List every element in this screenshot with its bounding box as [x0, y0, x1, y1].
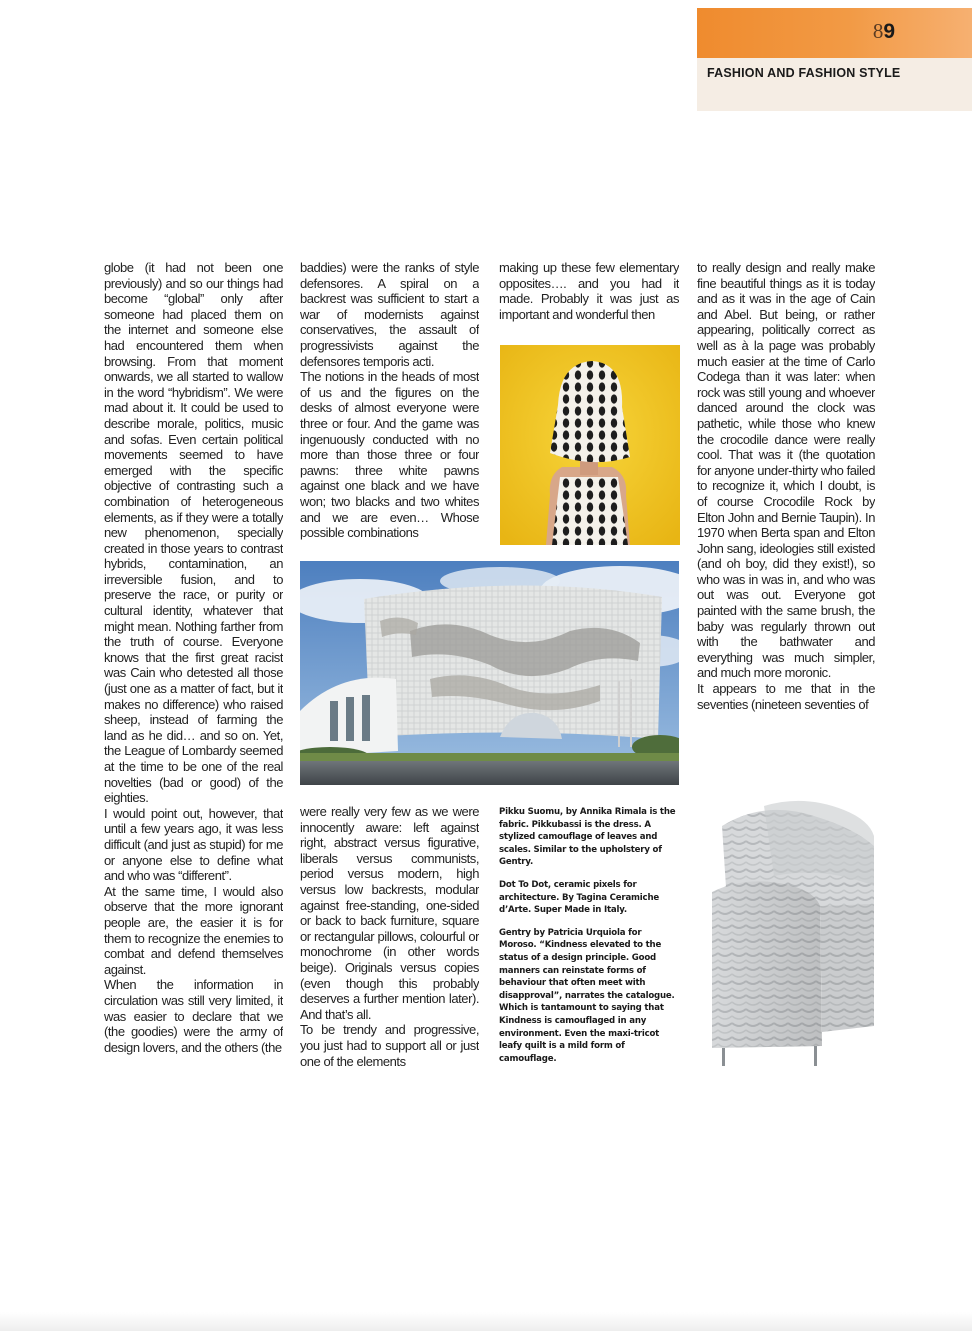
- caption-fabric-dress: Pikku Suomu, by Annika Rimala is the fabric. Pikkubassi is the dress. A stylized camouflage of leaves and scales. Similar to the upholstery of Gentry.: [499, 807, 676, 868]
- article-paragraph: The notions in the heads of most of us and the figures on the desks of almost everyone were three or four. And the game was ingenuously conducted with no more than those three or four pawns: three white pawns against one black and we have won; two blacks and two whites and we are even… Whose possible combinations: [300, 369, 479, 541]
- photo-captions: [499, 806, 681, 1075]
- article-paragraph: baddies) were the ranks of style defensores. A spiral on a backrest was sufficient to start a war of modernists against conservatives, the assault of progressivists against the defensores temporis acti.: [300, 260, 479, 369]
- section-header-tab: [697, 8, 972, 111]
- page-bottom-shadow: [0, 1312, 972, 1331]
- dress-illustration: [500, 345, 680, 545]
- article-column-2-bottom: [300, 804, 479, 1074]
- section-title: FASHION AND FASHION STYLE: [707, 66, 901, 80]
- article-paragraph: making up these few elementary opposites…. and you had it made. Probably it was just as important and wonderful then: [499, 260, 679, 322]
- sofa-photo: [704, 796, 874, 1074]
- caption-ceramic-pixels: Dot To Dot, ceramic pixels for architecture. By Tagina Ceramiche d’Arte. Super Made in Italy.: [499, 879, 659, 916]
- article-paragraph: globe (it had not been one previously) and so our things had become “global” only after someone had placed them on the internet and someone else had encountered them when browsing. From that moment onwards, we all started to wallow in the word “hybridism”. We were mad about it. It could be used to describe morale, politics, music and sofas. Even certain political movements seemed to have emerged with the specific objective of contrasting such a combination of heterogeneous elements, as if they were a totally new phenomenon, specially created in those years to contrast hybrids, contamination, an irreversible fusion, and to preserve the race, or purity or cultural identity, whatever that might mean. Nothing farther from the truth of course. Everyone knows that the first great racist was Cain who detested all those (just one as a matter of fact, but it makes no difference) who raised sheep, instead of farming the land as he did… and so on. Yet, the League of Lombardy seemed at the time to be one of the real novelties (bad or good) of the eighties.: [104, 260, 283, 806]
- article-paragraph: When the information in circulation was still very limited, it was easier to declare that we (the goodies) were the army of design lovers, and the others (the: [104, 977, 283, 1055]
- caption-gentry-sofa: Gentry by Patricia Urquiola for Moroso. “Kindness elevated to the status of a design principle. Good manners can reinstate forms of behaviour that often meet with disapproval”, narrates the catalogue. Which is tantamount to saying that Kindness is camouflaged in any environment. Even the maxi-tricot leafy quilt is a mild form of camouflage.: [499, 927, 675, 1064]
- article-column-2-top: [300, 260, 479, 544]
- article-column-4: [697, 260, 875, 746]
- building-illustration: [300, 561, 679, 785]
- page-number-digit-2: 9: [883, 20, 895, 43]
- page-number-digit-1: 8: [872, 19, 884, 43]
- article-paragraph: were really very few as we were innocently aware: left against right, abstract versus figurative, liberals versus communists, period versus modern, high versus low backrests, modular against free-standing, one-sided or back to back furniture, square or rectangular pillows, colourful or monochrome (in other words beige). Originals versus copies (even though this probably deserves a further mention later). And that’s all.: [300, 804, 479, 1022]
- article-paragraph: At the same time, I would also observe that the more ignorant people are, the easier it is for them to recognize the enemies to combat and defend themselves against.: [104, 883, 283, 977]
- dress-photo: [500, 345, 680, 545]
- article-paragraph: to really design and really make fine beautiful things as it is today and as it was in the age of Cain and Abel. But being, or rather appearing, politically correct as well as à la page was probably much easier at the time of Carlo Codega than it was later: when rock was still young and whoever danced around the clock was pathetic, while those who knew the crocodile dance were really cool. That was it (the quotation for anyone under-thirty who failed to recognize it, which I doubt, is of course Crocodile Rock by Elton John and Bernie Taupin). In 1970 when Berta span and Elton John sang, ideologies still existed (and oh boy, did they exist!), so who was in was in, and who was out was out. Everyone got painted with the same brush, the baby was regularly thrown out with the bathwater and everything was much simpler, and much more moronic.: [697, 260, 875, 681]
- page-number: [697, 17, 895, 46]
- building-photo: [300, 561, 679, 785]
- article-paragraph: I would point out, however, that until a few years ago, it was less difficult (and just as stupid) for me or anyone else to define what and who was “different”.: [104, 805, 283, 884]
- article-paragraph: To be trendy and progressive, you just had to support all or just one of the elements: [300, 1022, 479, 1069]
- article-column-1: [104, 260, 283, 1072]
- article-column-3-top: [499, 260, 679, 324]
- sofa-illustration: [704, 796, 874, 1074]
- article-paragraph: It appears to me that in the seventies (nineteen seventies of: [697, 681, 875, 712]
